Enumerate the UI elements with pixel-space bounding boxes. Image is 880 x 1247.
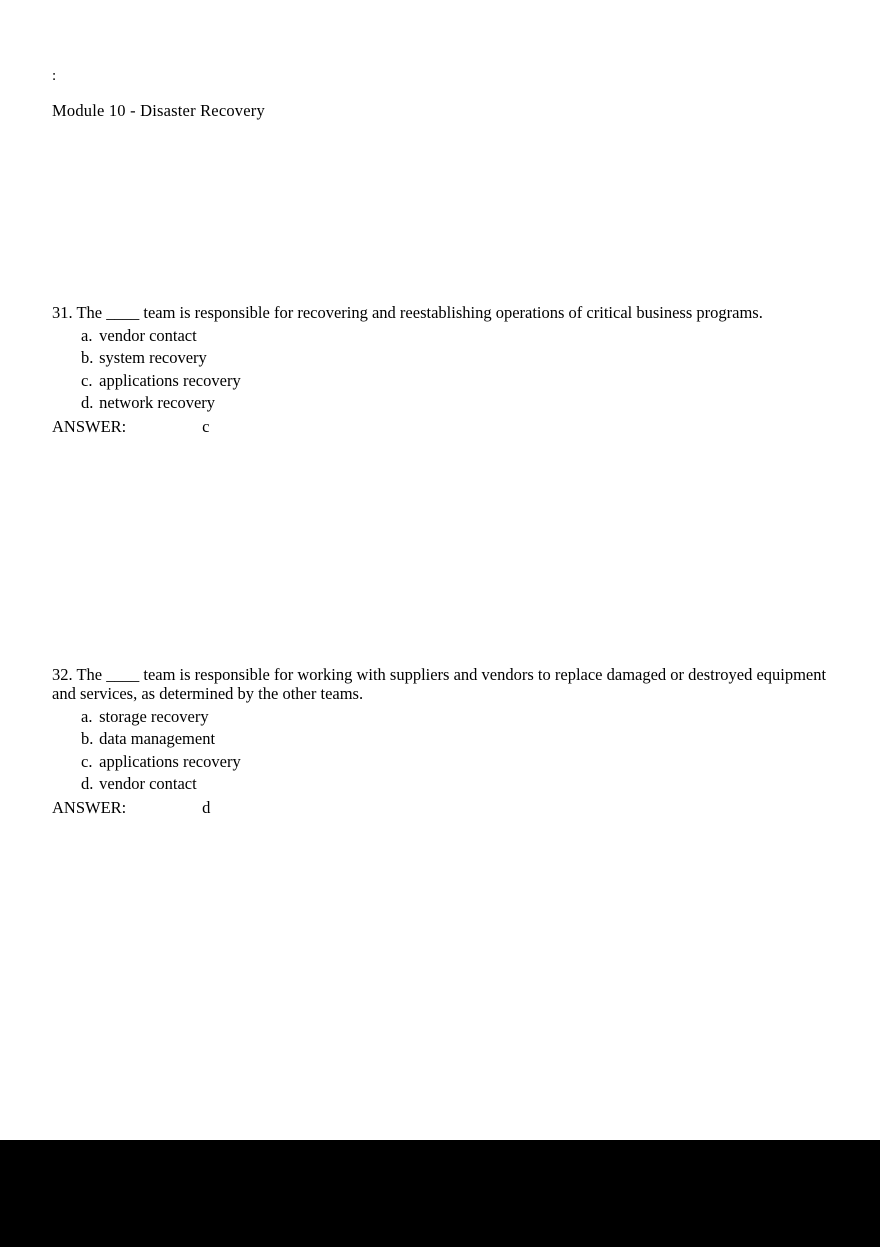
answer-row: [52, 416, 842, 437]
choice-option[interactable]: [81, 751, 842, 773]
choice-letter: c.: [81, 751, 93, 771]
answer-label: ANSWER:: [52, 417, 127, 437]
choice-option[interactable]: [81, 706, 842, 728]
choice-letter: b.: [81, 729, 94, 749]
bottom-black-band: [0, 1140, 880, 1247]
question-stem: [52, 665, 842, 703]
choice-text: data management: [99, 729, 216, 749]
choice-letter: a.: [81, 326, 93, 345]
choice-text: vendor contact: [99, 326, 197, 345]
choice-text: storage recovery: [99, 707, 209, 726]
choice-text: network recovery: [99, 392, 216, 412]
answer-row: [52, 797, 842, 818]
choice-list: [52, 706, 842, 795]
choice-text: system recovery: [99, 348, 207, 368]
choice-option[interactable]: [81, 773, 842, 795]
choice-letter: a.: [81, 707, 93, 726]
choice-letter: d.: [81, 773, 94, 793]
choice-option[interactable]: [81, 347, 842, 369]
question-item: [52, 665, 842, 818]
choice-option[interactable]: [81, 370, 842, 392]
choice-letter: c.: [81, 370, 93, 390]
question-text: The ____ team is responsible for recovering and reestablishing operations of critical business programs.: [76, 303, 763, 322]
answer-label: ANSWER:: [52, 798, 127, 818]
choice-option[interactable]: [81, 392, 842, 414]
question-number: 31.: [52, 303, 73, 322]
choice-option[interactable]: [81, 728, 842, 750]
choice-letter: b.: [81, 348, 94, 368]
choice-list: [52, 325, 842, 414]
page-title: Module 10 - Disaster Recovery: [52, 101, 265, 120]
choice-text: applications recovery: [99, 751, 241, 771]
answer-value: c: [202, 417, 210, 437]
choice-option[interactable]: [81, 325, 842, 347]
answer-value: d: [202, 798, 211, 818]
choice-text: applications recovery: [99, 370, 241, 390]
choice-letter: d.: [81, 392, 94, 412]
choice-text: vendor contact: [99, 773, 197, 793]
question-item: [52, 303, 842, 437]
question-number: 32.: [52, 665, 73, 684]
header-marker: :: [52, 68, 57, 84]
question-text: The ____ team is responsible for working with suppliers and vendors to replace damaged or destroyed equipment and services, as determined by the other teams.: [52, 665, 827, 703]
question-stem: [52, 303, 842, 322]
